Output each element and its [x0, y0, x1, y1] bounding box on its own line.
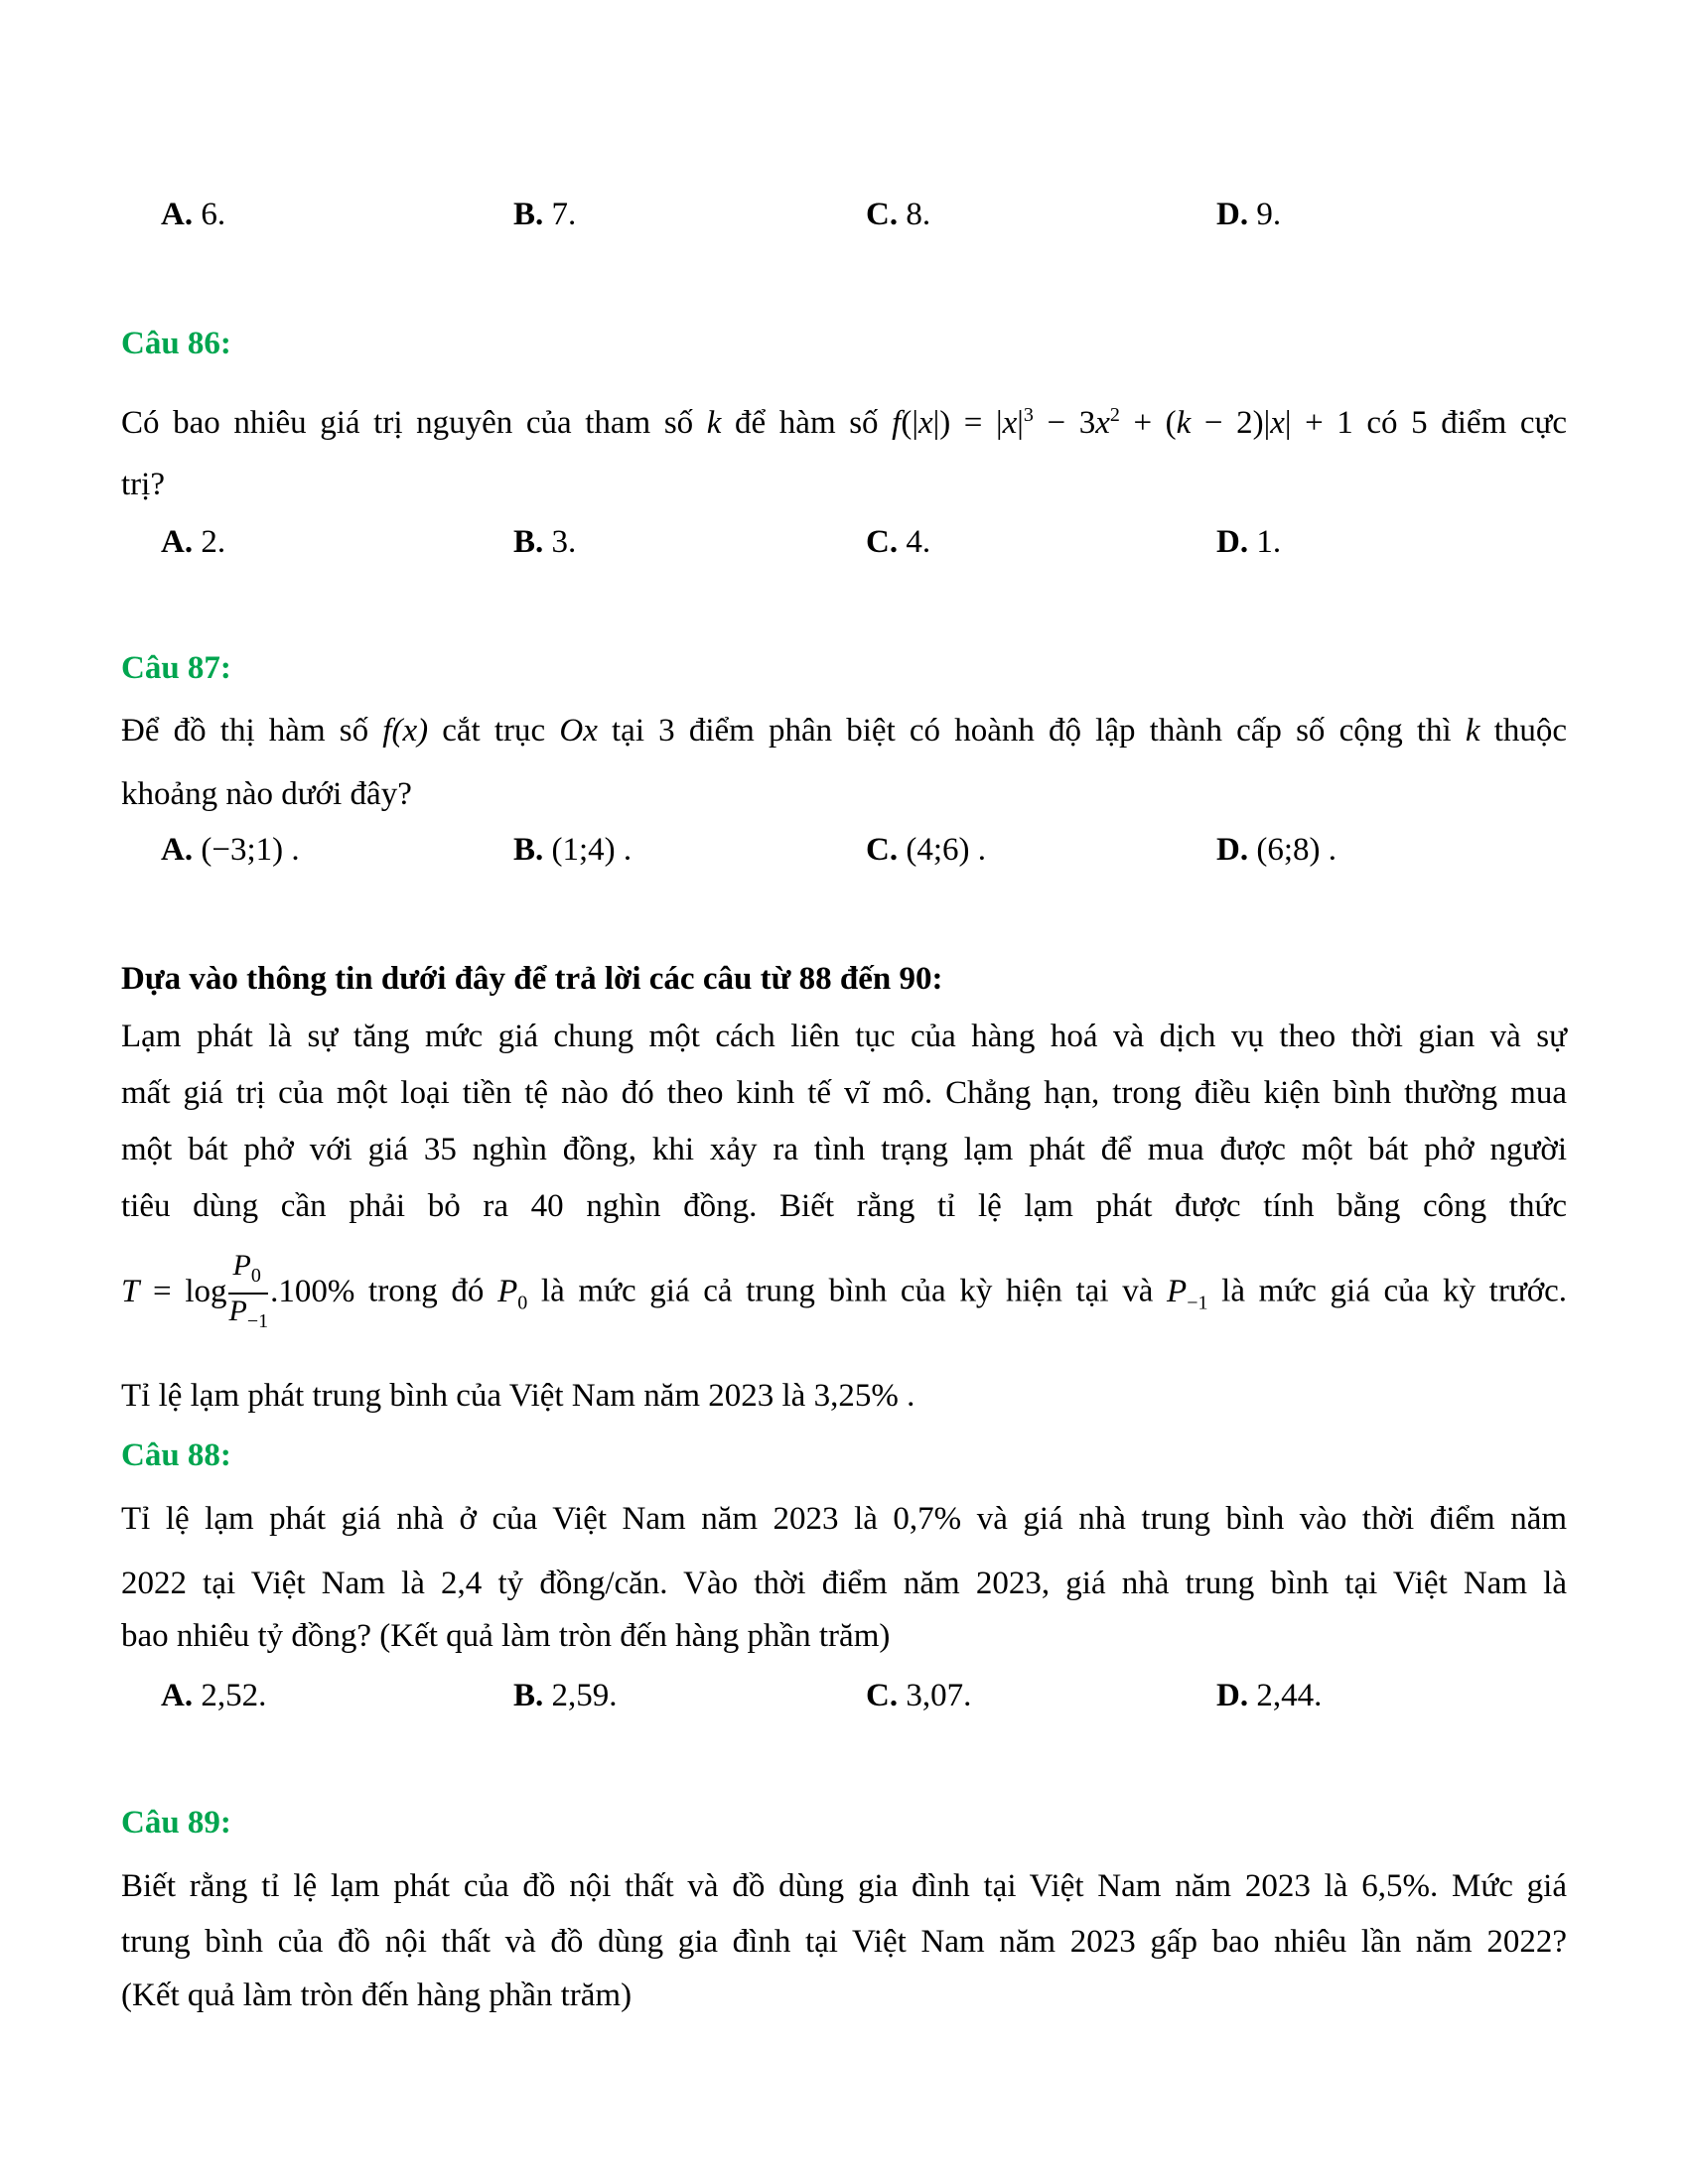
- option-d[interactable]: D. 1.: [1216, 524, 1282, 560]
- question-heading-88: Câu 88:: [121, 1437, 231, 1473]
- answer-options-q85: [161, 197, 1551, 246]
- option-c[interactable]: C. (4;6) .: [866, 832, 986, 868]
- option-a[interactable]: A. (−3;1) .: [161, 832, 300, 868]
- option-b[interactable]: B. 7.: [513, 197, 577, 232]
- option-a[interactable]: A. 2.: [161, 524, 226, 560]
- question-88-line1: [121, 1491, 1567, 1548]
- q86-text: có 5 điểm cực: [1366, 405, 1568, 441]
- info-text: là mức giá cả trung bình của kỳ hiện tại và: [540, 1273, 1154, 1309]
- option-d[interactable]: D. 9.: [1216, 197, 1282, 232]
- question-86-line1: [121, 387, 1567, 452]
- inflation-value: 0,7%: [893, 1501, 962, 1537]
- var-k: k: [706, 405, 722, 441]
- question-heading-89: Câu 89:: [121, 1805, 231, 1841]
- q87-text: cắt trục: [442, 713, 546, 749]
- q86-formula: $f(|x|) = |x|^3 - 3x^2 + (k - 2)|x| + 1$: [892, 404, 1353, 441]
- option-c[interactable]: C. 8.: [866, 197, 931, 232]
- option-text: 8.: [906, 197, 931, 232]
- question-89-line3: (Kết quả làm tròn đến hàng phần trăm): [121, 1978, 633, 2013]
- info-formula-line: [121, 1249, 1567, 1340]
- answer-options-q86: [161, 524, 1551, 574]
- option-d[interactable]: D. 2,44.: [1216, 1678, 1323, 1713]
- question-87-line2: khoảng nào dưới đây?: [121, 776, 412, 812]
- info-line6: [121, 1368, 914, 1425]
- option-text: 7.: [551, 197, 577, 232]
- question-88-line2: 2022 tại Việt Nam là 2,4 tỷ đồng/căn. Vào thời điểm năm 2023, giá nhà trung bình tại Việt Nam là: [121, 1566, 1567, 1601]
- info-text: trong đó: [368, 1273, 485, 1309]
- q86-text: để hàm số: [735, 405, 879, 441]
- info-line4: tiêu dùng cần phải bỏ ra 40 nghìn đồng. Biết rằng tỉ lệ lạm phát được tính bằng công thức: [121, 1188, 1567, 1224]
- answer-options-q88: [161, 1678, 1551, 1727]
- question-86-line2: trị?: [121, 467, 165, 502]
- question-87-line1: [121, 703, 1567, 759]
- option-a[interactable]: A. 2,52.: [161, 1678, 267, 1713]
- info-line2: mất giá trị của một loại tiền tệ nào đó theo kinh tế vĩ mô. Chẳng hạn, trong điều kiện bình thường mua: [121, 1075, 1567, 1111]
- var-p0: $P_0$: [497, 1273, 528, 1314]
- question-89-line2: trung bình của đồ nội thất và đồ dùng gia đình tại Việt Nam năm 2023 gấp bao nhiêu lần năm 2022?: [121, 1924, 1567, 1960]
- option-text: 6.: [201, 197, 226, 232]
- info-text: Tỉ lệ lạm phát trung bình của Việt Nam năm 2023 là: [121, 1378, 806, 1414]
- var-pm1: $P_{-1}$: [1167, 1273, 1208, 1314]
- option-d[interactable]: D. (6;8) .: [1216, 832, 1336, 868]
- info-lead: Dựa vào thông tin dưới đây để trả lời các câu từ 88 đến 90:: [121, 961, 943, 997]
- formula-fraction: $\frac{P_0}{P_{-1}}$: [228, 1249, 269, 1332]
- q86-text: Có bao nhiêu giá trị nguyên của tham số: [121, 405, 694, 441]
- answer-options-q87: [161, 832, 1551, 882]
- q87-text: tại 3 điểm phân biệt có hoành độ lập thành cấp số cộng thì: [612, 713, 1452, 749]
- inflation-value: 3,25% .: [813, 1378, 915, 1414]
- option-c[interactable]: C. 4.: [866, 524, 931, 560]
- inflation-formula: T = log $\frac{P_0}{P_{-1}}$ .100%: [121, 1274, 354, 1309]
- question-89-line1: Biết rằng tỉ lệ lạm phát của đồ nội thất và đồ dùng gia đình tại Việt Nam năm 2023 là 6,5%. Mức giá: [121, 1868, 1567, 1904]
- info-line1: Lạm phát là sự tăng mức giá chung một cách liên tục của hàng hoá và dịch vụ theo thời gian và sự: [121, 1019, 1567, 1054]
- question-heading-87: Câu 87:: [121, 650, 231, 686]
- option-b[interactable]: B. 2,59.: [513, 1678, 618, 1713]
- var-fx: f(x): [382, 713, 429, 749]
- question-88-line3: bao nhiêu tỷ đồng? (Kết quả làm tròn đến hàng phần trăm): [121, 1618, 891, 1654]
- option-c[interactable]: C. 3,07.: [866, 1678, 972, 1713]
- var-ox: Ox: [559, 713, 598, 749]
- option-b[interactable]: B. 3.: [513, 524, 577, 560]
- option-a[interactable]: A. 6.: [161, 197, 226, 232]
- info-line3: một bát phở với giá 35 nghìn đồng, khi xảy ra tình trạng lạm phát để mua được một bát phở người: [121, 1132, 1567, 1167]
- info-text: là mức giá của kỳ trước.: [1221, 1273, 1568, 1309]
- var-k: k: [1465, 713, 1480, 749]
- q87-text: thuộc: [1493, 713, 1568, 749]
- q87-text: Để đồ thị hàm số: [121, 713, 369, 749]
- option-text: 9.: [1256, 197, 1282, 232]
- q88-text: và giá nhà trung bình vào thời điểm năm: [976, 1501, 1568, 1537]
- option-b[interactable]: B. (1;4) .: [513, 832, 633, 868]
- question-heading-86: Câu 86:: [121, 326, 231, 361]
- q88-text: Tỉ lệ lạm phát giá nhà ở của Việt Nam năm 2023 là: [121, 1501, 878, 1537]
